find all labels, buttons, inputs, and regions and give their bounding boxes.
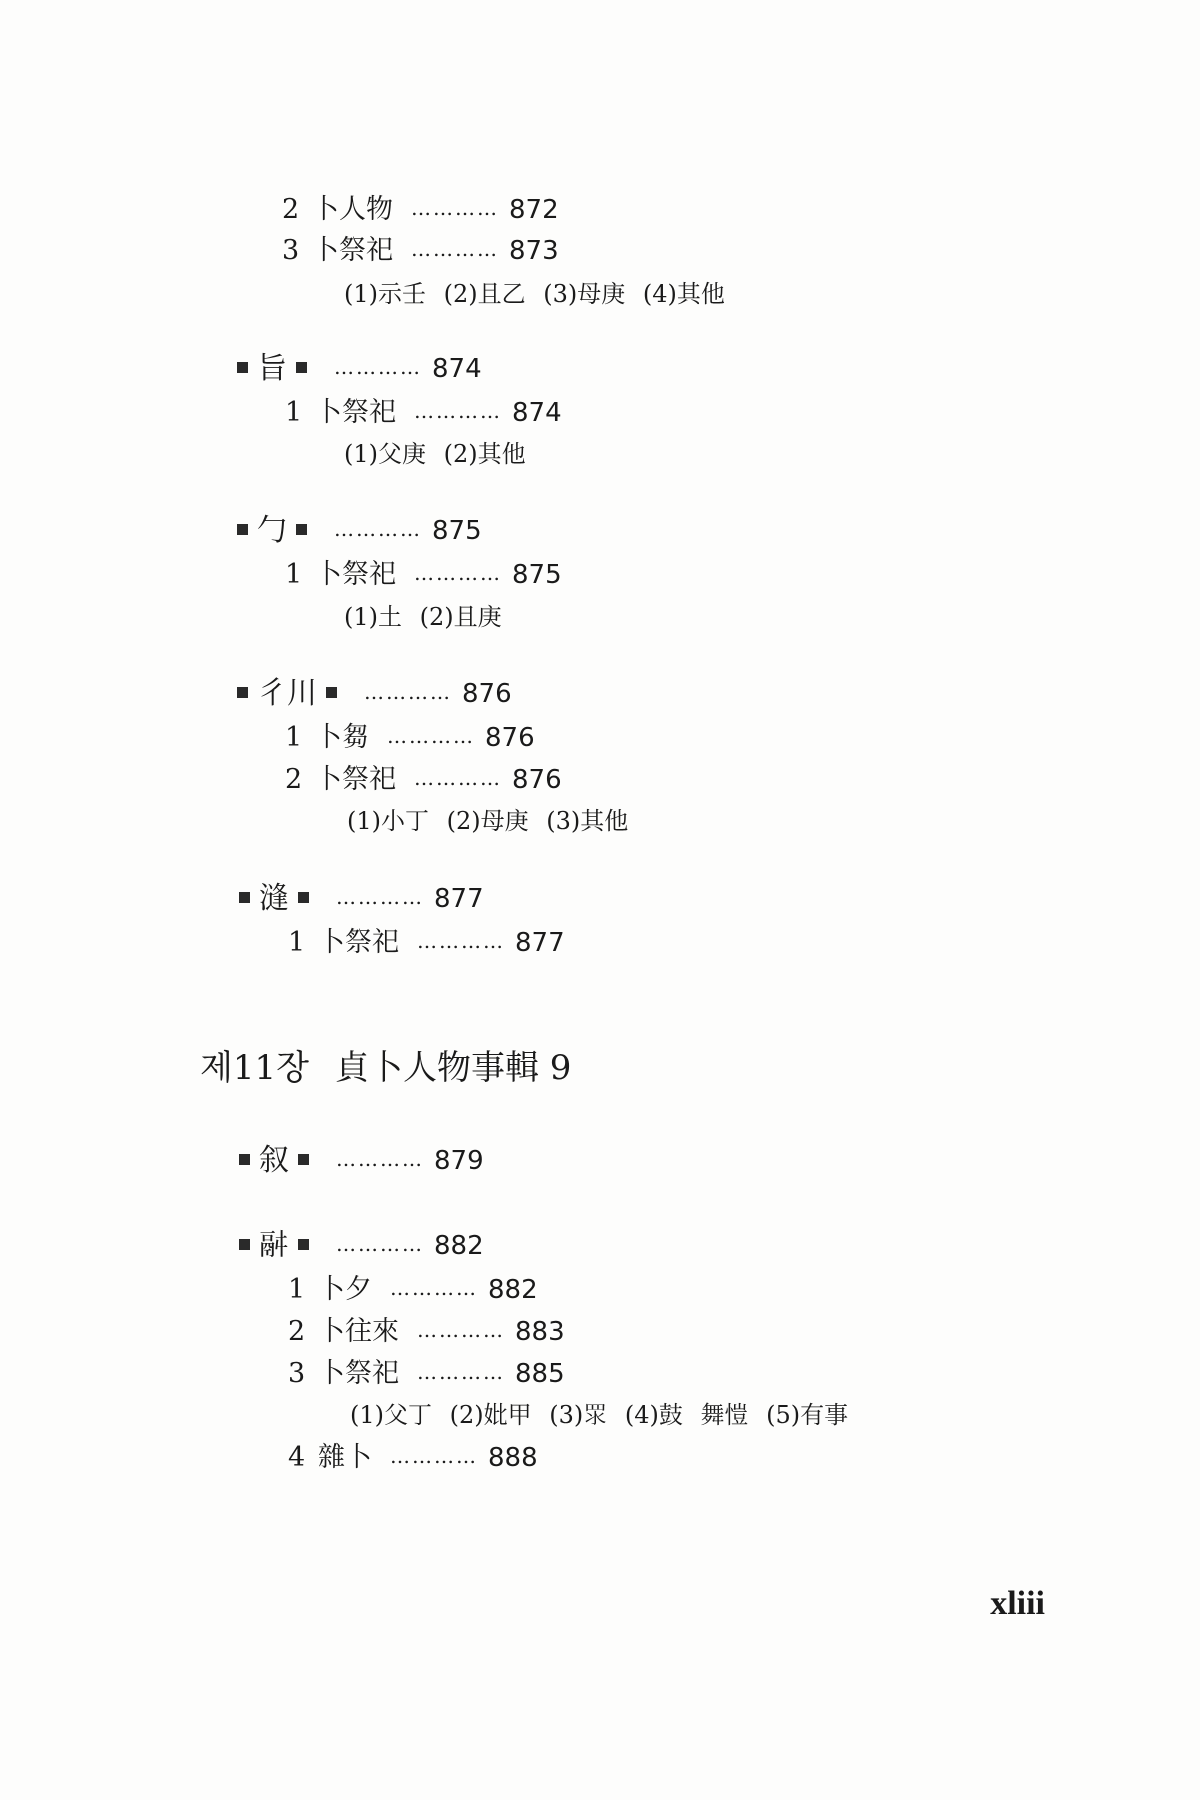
- section-heading: [230, 882, 484, 916]
- leader-dots: …………: [414, 766, 502, 790]
- entry-number: 3: [288, 1358, 306, 1389]
- entry-number: 2: [285, 764, 303, 795]
- sub-list: (1)父庚 (2)其他: [344, 440, 526, 468]
- leader-dots: …………: [387, 724, 475, 748]
- toc-entry: [282, 193, 559, 227]
- leader-dots: …………: [417, 1318, 505, 1342]
- section-char: 叙: [259, 1143, 289, 1178]
- toc-entry: [282, 234, 559, 268]
- toc-entry: [288, 1357, 565, 1391]
- section-heading: [228, 514, 482, 548]
- section-heading: [230, 1229, 484, 1263]
- leader-dots: …………: [411, 237, 499, 261]
- section-heading: [230, 1144, 484, 1178]
- section-char: 勹: [257, 513, 287, 548]
- square-bullet-icon: [298, 1154, 309, 1165]
- chapter-heading: [200, 1048, 571, 1088]
- entry-page: 875: [512, 560, 562, 590]
- entry-page: 885: [515, 1359, 565, 1389]
- section-page: 882: [434, 1231, 484, 1261]
- toc-entry: [288, 1273, 538, 1307]
- leader-dots: …………: [411, 196, 499, 220]
- section-heading: [228, 352, 482, 386]
- entry-title: 卜祭祀: [312, 235, 393, 266]
- square-bullet-icon: [298, 1239, 309, 1250]
- toc-entry: [288, 1315, 565, 1349]
- sub-list: (1)示壬 (2)且乙 (3)母庚 (4)其他: [344, 280, 725, 308]
- toc-entry: [285, 721, 535, 755]
- entry-title: 卜夕: [318, 1274, 372, 1305]
- section-char: 漨: [259, 881, 289, 916]
- toc-entry: [285, 558, 562, 592]
- entry-title: 卜人物: [312, 194, 393, 225]
- section-char: 彳川: [257, 676, 317, 711]
- entry-number: 3: [282, 235, 300, 266]
- entry-title: 雜卜: [318, 1442, 372, 1473]
- square-bullet-icon: [237, 524, 248, 535]
- entry-title: 卜祭祀: [315, 559, 396, 590]
- square-bullet-icon: [239, 892, 250, 903]
- sub-list: (1)父丁 (2)妣甲 (3)𥄳 (4)鼓 舞愷 (5)有事: [350, 1401, 849, 1429]
- leader-dots: …………: [414, 399, 502, 423]
- leader-dots: …………: [417, 929, 505, 953]
- leader-dots: …………: [364, 680, 452, 704]
- leader-dots: …………: [417, 1360, 505, 1384]
- square-bullet-icon: [239, 1154, 250, 1165]
- square-bullet-icon: [326, 687, 337, 698]
- chapter-title: 貞卜人物事輯 9: [334, 1048, 572, 1088]
- entry-title: 卜往來: [318, 1316, 399, 1347]
- square-bullet-icon: [237, 687, 248, 698]
- leader-dots: …………: [390, 1276, 478, 1300]
- entry-title: 卜芻: [315, 722, 369, 753]
- section-page: 875: [432, 516, 482, 546]
- entry-page: 873: [509, 236, 559, 266]
- section-page: 874: [432, 354, 482, 384]
- leader-dots: …………: [334, 517, 422, 541]
- entry-page: 872: [509, 195, 559, 225]
- sub-list: (1)小丁 (2)母庚 (3)其他: [347, 807, 629, 835]
- leader-dots: …………: [336, 885, 424, 909]
- leader-dots: …………: [334, 355, 422, 379]
- chapter-label: 제11장: [200, 1048, 309, 1088]
- entry-page: 882: [488, 1275, 538, 1305]
- entry-number: 1: [288, 1274, 306, 1305]
- entry-number: 1: [285, 397, 303, 428]
- entry-page: 876: [512, 765, 562, 795]
- leader-dots: …………: [414, 561, 502, 585]
- square-bullet-icon: [298, 892, 309, 903]
- entry-number: 2: [282, 194, 300, 225]
- toc-entry: [285, 763, 562, 797]
- toc-entry: [285, 396, 562, 430]
- toc-entry: [288, 1441, 538, 1475]
- entry-number: 1: [285, 559, 303, 590]
- entry-page: 877: [515, 928, 565, 958]
- entry-title: 卜祭祀: [315, 397, 396, 428]
- entry-title: 卜祭祀: [318, 927, 399, 958]
- entry-number: 1: [285, 722, 303, 753]
- entry-title: 卜祭祀: [318, 1358, 399, 1389]
- entry-page: 888: [488, 1443, 538, 1473]
- page-folio: xliii: [990, 1585, 1045, 1622]
- entry-number: 1: [288, 927, 306, 958]
- entry-page: 883: [515, 1317, 565, 1347]
- section-page: 876: [462, 679, 512, 709]
- square-bullet-icon: [296, 524, 307, 535]
- square-bullet-icon: [296, 362, 307, 373]
- entry-title: 卜祭祀: [315, 764, 396, 795]
- square-bullet-icon: [239, 1239, 250, 1250]
- section-char: 旨: [257, 351, 287, 386]
- entry-number: 2: [288, 1316, 306, 1347]
- entry-page: 876: [485, 723, 535, 753]
- leader-dots: …………: [390, 1444, 478, 1468]
- leader-dots: …………: [336, 1232, 424, 1256]
- section-page: 877: [434, 884, 484, 914]
- entry-number: 4: [288, 1442, 306, 1473]
- sub-list: (1)土 (2)且庚: [344, 603, 502, 631]
- square-bullet-icon: [237, 362, 248, 373]
- entry-page: 874: [512, 398, 562, 428]
- toc-entry: [288, 926, 565, 960]
- section-char: 𩰫: [259, 1228, 289, 1263]
- section-page: 879: [434, 1146, 484, 1176]
- section-heading: [228, 677, 512, 711]
- leader-dots: …………: [336, 1147, 424, 1171]
